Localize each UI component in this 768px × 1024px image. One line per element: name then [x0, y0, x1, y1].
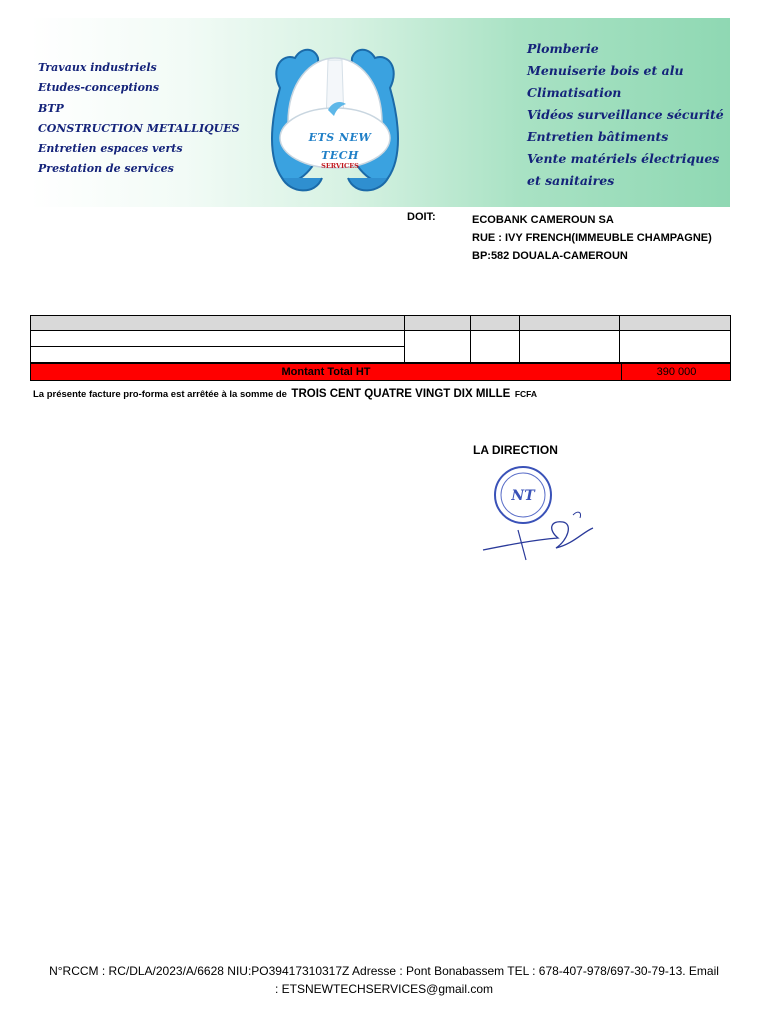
logo-subtitle: SERVICES: [321, 162, 359, 170]
service-item: Travaux industriels: [38, 61, 157, 74]
client-street: RUE : IVY FRENCH(IMMEUBLE CHAMPAGNE): [472, 232, 712, 244]
service-item: Entretien bâtiments: [527, 129, 669, 144]
amount-intro: La présente facture pro-forma est arrêtée à la somme de: [33, 389, 287, 400]
row-divider: [30, 346, 404, 347]
right-services-list: [527, 38, 727, 192]
body-cell: [404, 331, 471, 363]
total-value: 390 000: [621, 364, 731, 380]
total-label: Montant Total HT: [281, 366, 371, 378]
amount-currency: FCFA: [514, 389, 538, 399]
service-item: CONSTRUCTION METALLIQUES: [38, 121, 240, 135]
service-item: Plomberie: [527, 41, 599, 56]
service-item: Climatisation: [527, 85, 622, 100]
header-cell: [30, 315, 405, 331]
footer-line: N°RCCM : RC/DLA/2023/A/6628 NIU:PO39417310317Z Adresse : Pont Bonabassem TEL : 678-407-978/697-30-79-13. Email: [49, 964, 719, 978]
left-services-list: [38, 58, 240, 180]
body-cell: [519, 331, 620, 363]
body-cell: [30, 331, 405, 363]
service-item: Entretien espaces verts: [38, 142, 183, 156]
stamp-signature-icon: [478, 460, 598, 575]
service-item: Menuiserie bois et alu: [527, 63, 684, 78]
company-stamp: [478, 460, 598, 575]
signature-label: LA DIRECTION: [473, 443, 558, 457]
total-row: [30, 363, 731, 381]
doit-label: DOIT:: [407, 211, 436, 223]
service-item: Vidéos surveillance sécurité: [527, 107, 724, 122]
service-item: BTP: [38, 101, 64, 115]
client-address: [472, 211, 712, 265]
header-cell: [619, 315, 731, 331]
service-item: Vente matériels électriques et sanitaires: [527, 151, 720, 188]
gloved-hands-helmet-icon: [260, 28, 410, 200]
header-banner: [30, 18, 730, 207]
invoice-table: [30, 315, 731, 382]
stamp-initials: NT: [511, 488, 535, 504]
service-item: Prestation de services: [38, 162, 174, 176]
client-postal: BP:582 DOUALA-CAMEROUN: [472, 250, 628, 262]
header-cell: [404, 315, 471, 331]
service-item: Etudes-conceptions: [38, 81, 160, 95]
footer-legal: [24, 962, 744, 998]
footer-email: : ETSNEWTECHSERVICES@gmail.com: [275, 982, 493, 996]
client-name: ECOBANK CAMEROUN SA: [472, 214, 614, 226]
logo-name: ETS NEW TECH: [308, 131, 372, 162]
header-cell: [519, 315, 620, 331]
amount-words: TROIS CENT QUATRE VINGT DIX MILLE: [291, 388, 511, 400]
amount-sentence: [33, 384, 537, 402]
header-cell: [470, 315, 520, 331]
company-logo: [260, 28, 410, 200]
body-cell: [619, 331, 731, 363]
body-cell: [470, 331, 520, 363]
